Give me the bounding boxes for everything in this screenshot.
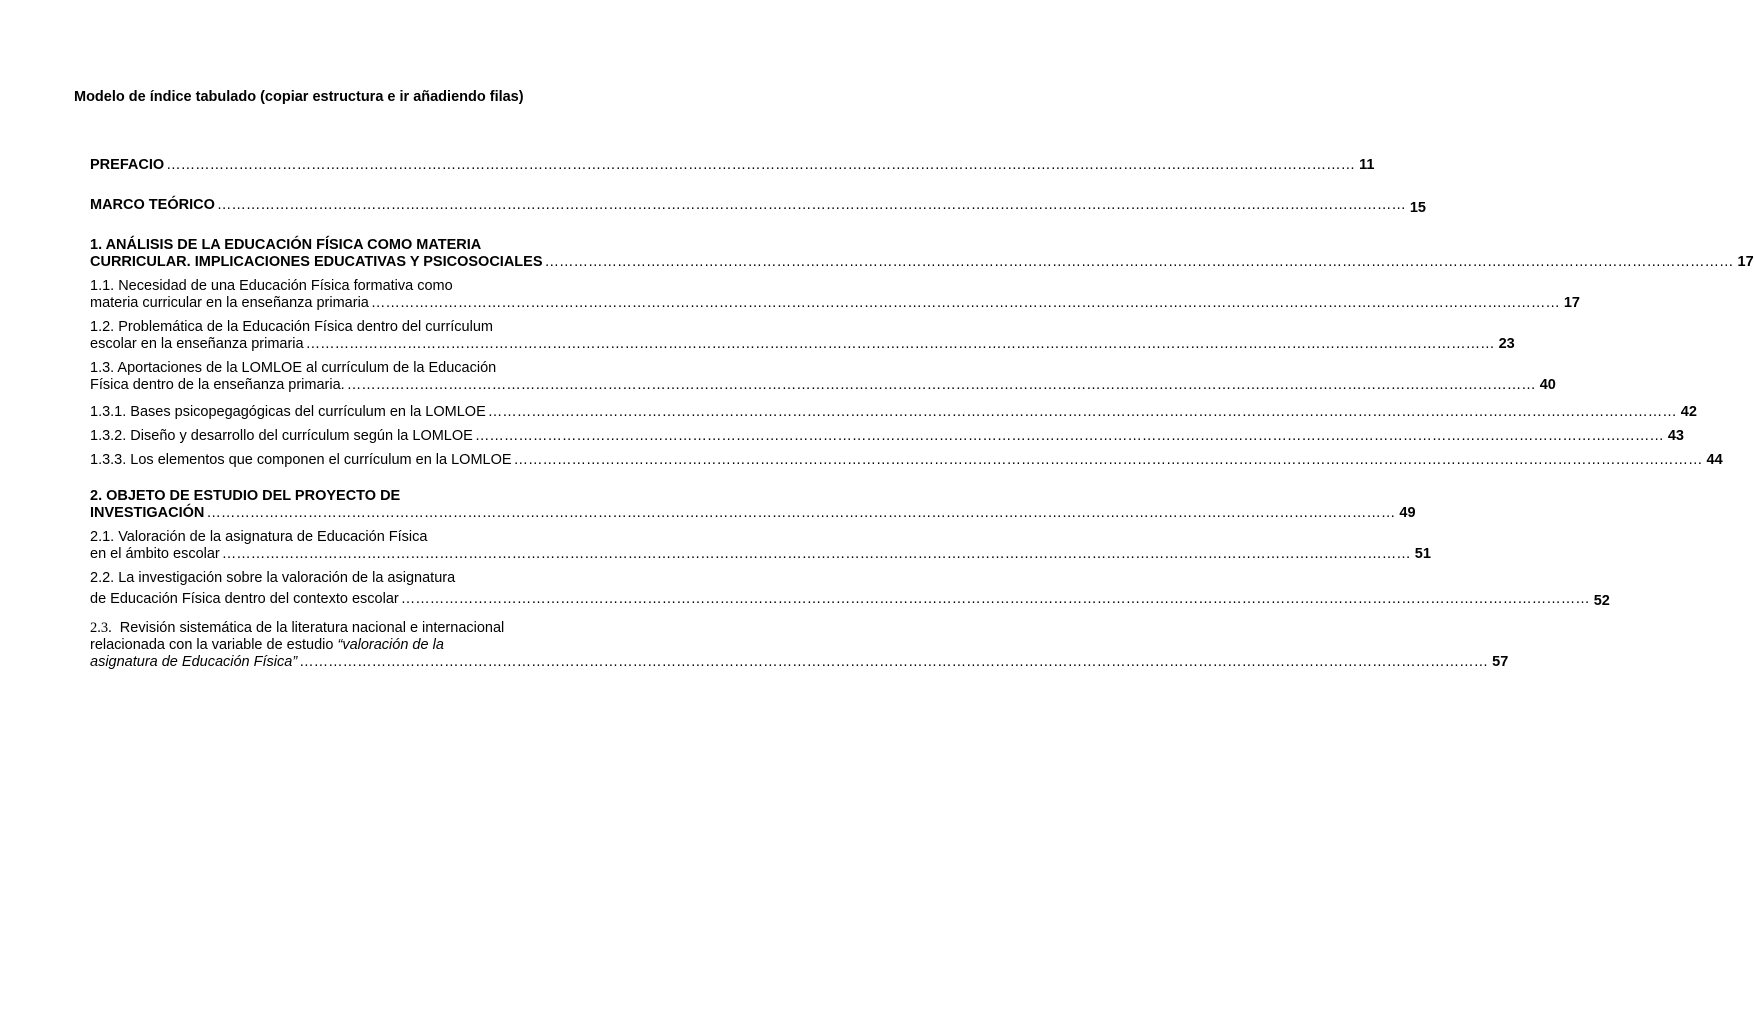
- entry-title: PREFACIO: [90, 157, 165, 173]
- toc-entry-section-2: [90, 488, 1416, 522]
- entry-title-line: 1.1. Necesidad de una Educación Física formativa como: [90, 278, 453, 294]
- dot-leader: …………………………………………………………………………………………………………………………………………………………………………………………………………………………: [206, 505, 1396, 521]
- toc-entry-section-1: [90, 237, 1754, 271]
- page-number: 44: [1706, 452, 1723, 468]
- dot-leader: …………………………………………………………………………………………………………………………………………………………………………………………………………………………: [221, 546, 1411, 562]
- entry-title: MARCO TEÓRICO: [90, 197, 215, 213]
- entry-title-italic: “valoración de la: [337, 637, 444, 653]
- entry-title-line: 1.3. Aportaciones de la LOMLOE al currículum de la Educación: [90, 360, 497, 376]
- dot-leader: …………………………………………………………………………………………………………………………………………………………………………………………………………………………: [400, 591, 1590, 607]
- dot-leader: …………………………………………………………………………………………………………………………………………………………………………………………………………………………: [216, 197, 1406, 213]
- entry-title-line: 2.2. La investigación sobre la valoración de la asignatura: [90, 570, 456, 586]
- page-title: Modelo de índice tabulado (copiar estructura e ir añadiendo filas): [74, 89, 524, 105]
- entry-title-part: Revisión sistemática de la literatura nacional e internacional: [111, 620, 505, 636]
- entry-number: 2.3.: [90, 620, 112, 636]
- toc-entry-1-3: [90, 360, 1556, 394]
- page-number: 15: [1409, 200, 1426, 216]
- toc-entry-2-2: [90, 570, 1610, 609]
- dot-leader: …………………………………………………………………………………………………………………………………………………………………………………………………………………………: [305, 336, 1495, 352]
- toc-entry-prefacio: [90, 157, 1375, 174]
- entry-title: en el ámbito escolar: [90, 546, 220, 562]
- page-number: 49: [1399, 505, 1416, 521]
- entry-title: materia curricular en la enseñanza primaria: [90, 295, 369, 311]
- toc-entry-2-1: [90, 529, 1431, 563]
- page-number: 17: [1563, 295, 1580, 311]
- dot-leader: …………………………………………………………………………………………………………………………………………………………………………………………………………………………: [299, 654, 1489, 670]
- entry-title-line: [90, 637, 666, 654]
- entry-title-line: 1.2. Problemática de la Educación Física dentro del currículum: [90, 319, 493, 335]
- entry-title-line: 1. ANÁLISIS DE LA EDUCACIÓN FÍSICA COMO MATERIA: [90, 237, 482, 253]
- entry-title: CURRICULAR. IMPLICACIONES EDUCATIVAS Y PSICOSOCIALES: [90, 254, 543, 270]
- toc-entry-1-3-3: [90, 452, 1723, 469]
- dot-leader: …………………………………………………………………………………………………………………………………………………………………………………………………………………………: [513, 452, 1703, 468]
- page-number: 43: [1667, 428, 1684, 444]
- toc-entry-2-3: [90, 620, 1509, 671]
- entry-title: INVESTIGACIÓN: [90, 505, 205, 521]
- entry-title: Física dentro de la enseñanza primaria.: [90, 377, 345, 393]
- entry-title-line: 2.1. Valoración de la asignatura de Educación Física: [90, 529, 428, 545]
- page-number: 57: [1492, 654, 1509, 670]
- entry-title-line: 2. OBJETO DE ESTUDIO DEL PROYECTO DE: [90, 488, 401, 504]
- entry-title: 1.3.3. Los elementos que componen el currículum en la LOMLOE: [90, 452, 512, 468]
- entry-title: 1.3.2. Diseño y desarrollo del currículum según la LOMLOE: [90, 428, 473, 444]
- entry-title-part: relacionada con la variable de estudio: [90, 637, 338, 653]
- toc-entry-marco-teorico: [90, 197, 1426, 216]
- page-number: 51: [1414, 546, 1431, 562]
- toc-entry-1-3-1: [90, 404, 1697, 421]
- entry-title: de Educación Física dentro del contexto escolar: [90, 591, 399, 607]
- page-number: 17: [1737, 254, 1754, 270]
- dot-leader: …………………………………………………………………………………………………………………………………………………………………………………………………………………………: [474, 428, 1664, 444]
- page-number: 40: [1539, 377, 1556, 393]
- dot-leader: …………………………………………………………………………………………………………………………………………………………………………………………………………………………: [346, 377, 1536, 393]
- entry-title-line: [90, 620, 666, 637]
- page-number: 42: [1680, 404, 1697, 420]
- entry-title: asignatura de Educación Física”: [90, 654, 298, 670]
- entry-title: 1.3.1. Bases psicopegagógicas del currículum en la LOMLOE: [90, 404, 486, 420]
- dot-leader: …………………………………………………………………………………………………………………………………………………………………………………………………………………………: [166, 157, 1356, 173]
- page-number: 52: [1593, 593, 1610, 609]
- page-number: 11: [1359, 157, 1375, 173]
- page-number: 23: [1498, 336, 1515, 352]
- toc-entry-1-1: [90, 278, 1580, 312]
- toc-entry-1-3-2: [90, 428, 1684, 445]
- dot-leader: …………………………………………………………………………………………………………………………………………………………………………………………………………………………: [544, 254, 1734, 270]
- dot-leader: …………………………………………………………………………………………………………………………………………………………………………………………………………………………: [370, 295, 1560, 311]
- dot-leader: …………………………………………………………………………………………………………………………………………………………………………………………………………………………: [487, 404, 1677, 420]
- entry-title: escolar en la enseñanza primaria: [90, 336, 304, 352]
- toc-entry-1-2: [90, 319, 1515, 353]
